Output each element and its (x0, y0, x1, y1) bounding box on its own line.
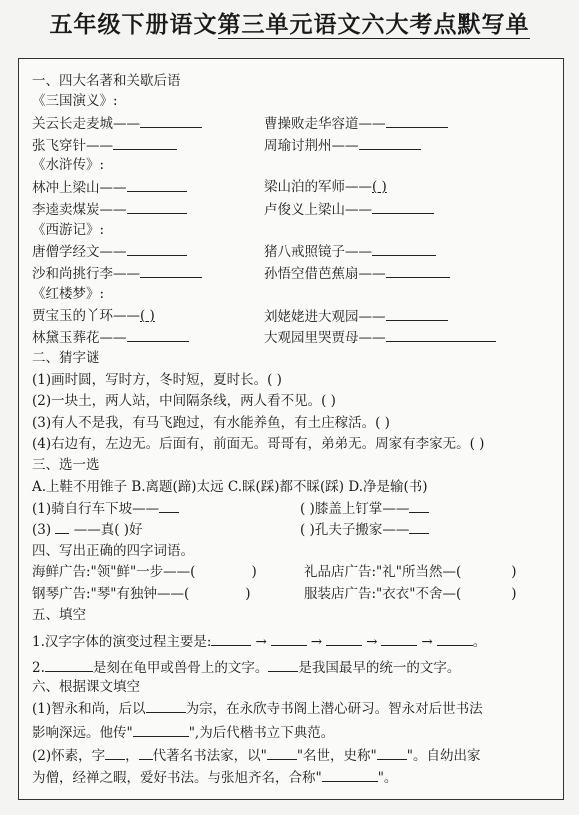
item-2b: 周瑜讨荆州—— (264, 137, 421, 154)
choice-options: A.上鞋不用锥子 B.离题(蹄)太远 C.睬(踩)都不睬(踩) D.净是输(书) (32, 479, 428, 495)
title-part2: 第三单元语文六大考点默写单 (217, 11, 530, 38)
answer-blank[interactable] (211, 633, 251, 646)
answer-blank[interactable] (386, 115, 448, 128)
text-q2-line2: 为僧，经禅之暇，爱好书法。与张旭齐名，合称" "。 (32, 770, 398, 786)
answer-blank[interactable] (127, 329, 189, 342)
subheading-shuihu: 《水浒传》: (32, 157, 105, 173)
answer-blank[interactable] (437, 633, 473, 646)
choice-q2b: ( )孔夫子搬家—— (300, 521, 429, 538)
item-7a: 贾宝玉的丫环——( ) (32, 308, 155, 324)
arrow-icon: → (255, 634, 267, 650)
answer-blank[interactable] (461, 564, 511, 576)
fill-q2: 2. 是刻在龟甲或兽骨上的文字。 是我国最早的统一的文字。 (32, 660, 461, 676)
item-2a: 张飞穿针—— (32, 137, 177, 154)
subheading-xiyou: 《西游记》: (32, 222, 105, 238)
answer-blank[interactable] (377, 747, 407, 760)
item-6a: 沙和尚挑行李—— (32, 265, 202, 282)
answer-paren[interactable]: ( ) (372, 179, 387, 195)
answer-blank[interactable] (386, 308, 448, 321)
idiom-q1b: 礼品店广告:"礼"所当然—( ) (304, 564, 517, 580)
section-3-heading: 三、选一选 (32, 457, 100, 473)
item-3b: 梁山泊的军师——( ) (264, 179, 387, 195)
item-1b: 曹操败走华容道—— (264, 115, 448, 132)
item-5a: 唐僧学经文—— (32, 243, 187, 260)
answer-blank[interactable] (386, 329, 496, 342)
item-4a: 李逵卖煤炭—— (32, 201, 187, 218)
answer-blank[interactable] (45, 659, 93, 672)
answer-blank[interactable] (326, 633, 362, 646)
answer-blank[interactable] (146, 700, 186, 713)
answer-blank[interactable] (359, 137, 421, 150)
answer-blank[interactable] (140, 115, 202, 128)
answer-blank[interactable] (322, 769, 378, 782)
answer-blank[interactable] (55, 521, 69, 534)
item-3a: 林冲上梁山—— (32, 179, 187, 196)
answer-blank[interactable] (127, 179, 187, 192)
text-q1-line1: (1)智永和尚，后以 为宗，在永欣寺书阁上潜心研习。智永对后世书法 (32, 701, 483, 717)
answer-blank[interactable] (386, 265, 450, 278)
title-part1: 五年级下册语文 (49, 11, 218, 38)
answer-blank[interactable] (159, 500, 179, 513)
riddle-4: (4)右边有，左边无。后面有，前面无。哥哥有，弟弟无。周家有李家无。( ) (32, 436, 485, 452)
answer-blank[interactable] (372, 243, 436, 256)
section-4-heading: 四、写出正确的四字词语。 (32, 543, 194, 559)
item-1a: 关云长走麦城—— (32, 115, 202, 132)
arrow-icon: → (366, 634, 378, 650)
section-1-heading: 一、四大名著和关歇后语 (32, 73, 181, 89)
answer-blank[interactable] (189, 586, 245, 598)
item-8b: 大观园里哭贾母—— (264, 329, 496, 346)
riddle-2: (2)一块土，两人站，中间隔条线，两人看不见。( ) (32, 393, 336, 409)
text-q1-line2: 影响深远。他传" ",为后代楷书立下典范。 (32, 725, 335, 741)
answer-blank[interactable] (381, 633, 417, 646)
section-2-heading: 二、猜字谜 (32, 350, 100, 366)
riddle-3: (3)有人不是我，有马飞跑过，有水能养鱼，有土庄稼活。( ) (32, 415, 390, 431)
choice-q1b: ( )膝盖上钉掌—— (300, 500, 429, 517)
answer-blank[interactable] (409, 521, 429, 534)
page-title (0, 6, 579, 39)
answer-blank[interactable] (113, 137, 177, 150)
arrow-icon: → (310, 634, 323, 650)
item-7b: 刘姥姥进大观园—— (264, 308, 448, 325)
idiom-q2b: 服装店广告:"衣衣"不舍—( ) (304, 586, 517, 602)
idiom-q1a: 海鲜广告:"领"鲜"一步——( ) (32, 564, 257, 580)
idiom-q2a: 钢琴广告:"琴"有独钟——( ) (32, 586, 251, 602)
answer-blank[interactable] (271, 633, 307, 646)
section-5-heading: 五、填空 (32, 607, 86, 623)
subheading-sanguo: 《三国演义》: (32, 93, 118, 109)
answer-blank[interactable] (268, 659, 298, 672)
answer-blank[interactable] (105, 747, 125, 760)
answer-paren[interactable]: ( ) (140, 308, 155, 324)
text-q2-line1: (2)怀素，字 ， 代著名书法家，以" "名世，史称" "。自幼出家 (32, 748, 481, 764)
item-6b: 孙悟空借芭蕉扇—— (264, 265, 450, 282)
choice-q2a: (3) ——真( )好 (32, 522, 143, 538)
answer-blank[interactable] (461, 586, 511, 598)
arrow-icon: → (421, 634, 433, 650)
answer-blank[interactable] (139, 747, 153, 760)
answer-blank[interactable] (195, 564, 251, 576)
item-4b: 卢俊义上梁山—— (264, 201, 434, 218)
answer-blank[interactable] (267, 747, 297, 760)
riddle-1: (1)画时圆，写时方，冬时短，夏时长。( ) (32, 372, 282, 388)
answer-blank[interactable] (133, 724, 189, 737)
item-8a: 林黛玉葬花—— (32, 329, 189, 346)
section-6-heading: 六、根据课文填空 (32, 679, 140, 695)
answer-blank[interactable] (127, 201, 187, 214)
answer-blank[interactable] (127, 243, 187, 256)
choice-q1a: (1)骑自行车下坡—— (32, 500, 179, 517)
item-5b: 猪八戒照镜子—— (264, 243, 436, 260)
answer-blank[interactable] (409, 500, 429, 513)
subheading-honglou: 《红楼梦》: (32, 286, 105, 302)
answer-blank[interactable] (140, 265, 202, 278)
fill-q1: 1.汉字字体的演变过程主要是: → → → → 。 (32, 634, 487, 650)
answer-blank[interactable] (372, 201, 434, 214)
